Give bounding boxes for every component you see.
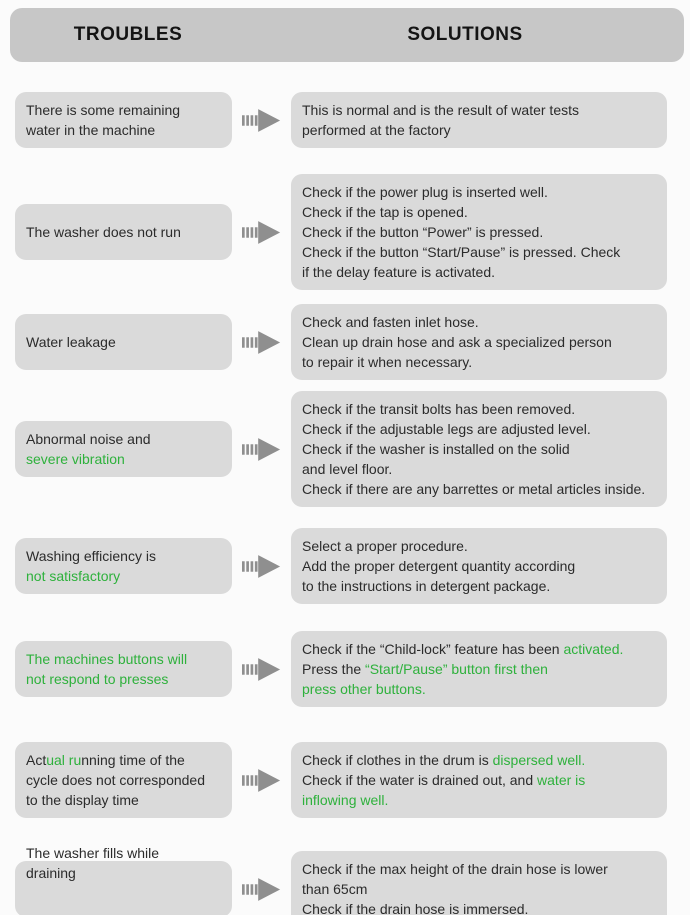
text-line <box>302 879 656 899</box>
right-arrow-icon <box>232 435 291 464</box>
text-segment: Check if the power plug is inserted well. <box>302 184 548 200</box>
right-arrow-icon <box>232 552 291 581</box>
solution-box <box>291 92 667 148</box>
highlighted-text: not respond to presses <box>26 671 169 687</box>
right-arrow-icon <box>232 218 291 247</box>
text-line <box>26 120 221 140</box>
text-line <box>302 100 656 120</box>
text-line <box>302 576 656 596</box>
text-line <box>302 899 656 915</box>
highlighted-text: water is <box>537 772 586 788</box>
text-segment: Act <box>26 752 47 768</box>
text-segment: cycle does not corresponded <box>26 772 205 788</box>
right-arrow-icon <box>232 766 291 795</box>
text-line <box>26 843 221 863</box>
text-line <box>26 566 221 586</box>
text-line <box>26 449 221 469</box>
text-segment: Select a proper procedure. <box>302 538 468 554</box>
text-segment: Check if the “Child-lock” feature has been <box>302 641 564 657</box>
text-line <box>302 459 656 479</box>
text-segment: Water leakage <box>26 334 116 350</box>
text-line <box>302 222 656 242</box>
text-line <box>302 479 656 499</box>
highlighted-text: activated. <box>563 641 624 657</box>
text-segment: Check if there are any barrettes or metal articles inside. <box>302 481 646 497</box>
right-arrow-icon <box>232 875 291 904</box>
text-line <box>26 222 221 242</box>
text-line <box>26 863 221 883</box>
troubleshooting-row <box>15 391 667 507</box>
highlighted-text: ual ru <box>46 752 82 768</box>
text-segment: Check if the washer is installed on the solid <box>302 441 570 457</box>
right-arrow-icon <box>232 328 291 357</box>
text-segment: The washer fills while <box>26 845 160 861</box>
text-line <box>302 120 656 140</box>
text-segment: Check if the tap is opened. <box>302 204 468 220</box>
text-line <box>302 202 656 222</box>
text-segment: Check if the water is drained out, and <box>302 772 538 788</box>
trouble-box <box>15 538 232 594</box>
text-segment: Abnormal noise and <box>26 431 151 447</box>
solution-box <box>291 851 667 915</box>
text-segment: Check if the adjustable legs are adjusted level. <box>302 421 591 437</box>
text-line <box>26 750 221 770</box>
text-line <box>302 859 656 879</box>
troubleshooting-row <box>15 528 667 604</box>
text-segment: Check and fasten inlet hose. <box>302 314 479 330</box>
solution-box <box>291 391 667 507</box>
solutions-column-header: SOLUTIONS <box>407 24 523 45</box>
text-line <box>302 770 656 790</box>
troubleshooting-row <box>15 742 667 818</box>
text-line <box>302 439 656 459</box>
text-segment: draining <box>26 865 76 881</box>
right-arrow-icon <box>232 655 291 684</box>
text-segment: Check if clothes in the drum is <box>302 752 493 768</box>
text-segment: Check if the transit bolts has been removed. <box>302 401 576 417</box>
trouble-box <box>15 641 232 697</box>
highlighted-text: dispersed well. <box>492 752 586 768</box>
text-line <box>302 399 656 419</box>
text-segment: performed at the factory <box>302 122 451 138</box>
trouble-box <box>15 204 232 260</box>
text-line <box>302 182 656 202</box>
text-line <box>302 790 656 810</box>
text-line <box>26 332 221 352</box>
text-line <box>26 669 221 689</box>
text-line <box>302 242 656 262</box>
highlighted-text: inflowing well. <box>302 792 389 808</box>
text-segment: if the delay feature is activated. <box>302 264 495 280</box>
text-line <box>302 419 656 439</box>
text-segment: Clean up drain hose and ask a specialized person <box>302 334 612 350</box>
trouble-box <box>15 845 232 915</box>
solution-box <box>291 528 667 604</box>
rows <box>0 92 690 915</box>
text-line <box>302 679 656 699</box>
text-line <box>26 100 221 120</box>
troubleshooting-row <box>15 174 667 290</box>
highlighted-text: press other buttons. <box>302 681 426 697</box>
troubleshooting-row <box>15 304 667 380</box>
text-line <box>26 429 221 449</box>
text-segment: Press the <box>302 661 366 677</box>
table-header <box>10 8 684 62</box>
text-segment: to the instructions in detergent package. <box>302 578 551 594</box>
text-line <box>302 312 656 332</box>
text-segment: to repair it when necessary. <box>302 354 473 370</box>
text-segment: This is normal and is the result of water tests <box>302 102 579 118</box>
text-line <box>302 556 656 576</box>
text-segment: Washing efficiency is <box>26 548 156 564</box>
text-line <box>302 352 656 372</box>
text-segment: to the display time <box>26 792 139 808</box>
text-line <box>302 262 656 282</box>
text-line <box>302 659 656 679</box>
text-segment: than 65cm <box>302 881 368 897</box>
highlighted-text: “Start/Pause” button first then <box>365 661 548 677</box>
highlighted-text: severe vibration <box>26 451 125 467</box>
text-segment: water in the machine <box>26 122 156 138</box>
solution-box <box>291 631 667 707</box>
troubles-column-header: TROUBLES <box>73 24 183 45</box>
right-arrow-icon <box>232 106 291 135</box>
trouble-box <box>15 92 232 148</box>
text-segment: Check if the button “Start/Pause” is pressed. Check <box>302 244 621 260</box>
solution-box <box>291 742 667 818</box>
text-line <box>26 790 221 810</box>
text-segment: Check if the button “Power” is pressed. <box>302 224 544 240</box>
troubleshooting-row <box>15 92 667 148</box>
highlighted-text: not satisfactory <box>26 568 121 584</box>
troubleshooting-row <box>15 845 667 915</box>
text-segment: There is some remaining <box>26 102 181 118</box>
text-segment: The washer does not run <box>26 224 181 240</box>
text-segment: Check if the max height of the drain hose is lower <box>302 861 608 877</box>
text-line <box>302 332 656 352</box>
text-line <box>26 546 221 566</box>
text-line <box>302 639 656 659</box>
solution-box <box>291 304 667 380</box>
text-segment: and level floor. <box>302 461 393 477</box>
text-line <box>26 649 221 669</box>
text-segment: nning time of the <box>81 752 185 768</box>
text-line <box>26 770 221 790</box>
text-segment: Add the proper detergent quantity according <box>302 558 576 574</box>
trouble-box <box>15 314 232 370</box>
troubleshooting-row <box>15 631 667 707</box>
trouble-box <box>15 742 232 818</box>
text-line <box>302 536 656 556</box>
trouble-box <box>15 421 232 477</box>
text-line <box>302 750 656 770</box>
highlighted-text: The machines buttons will <box>26 651 188 667</box>
solution-box <box>291 174 667 290</box>
text-segment: Check if the drain hose is immersed. <box>302 901 529 915</box>
